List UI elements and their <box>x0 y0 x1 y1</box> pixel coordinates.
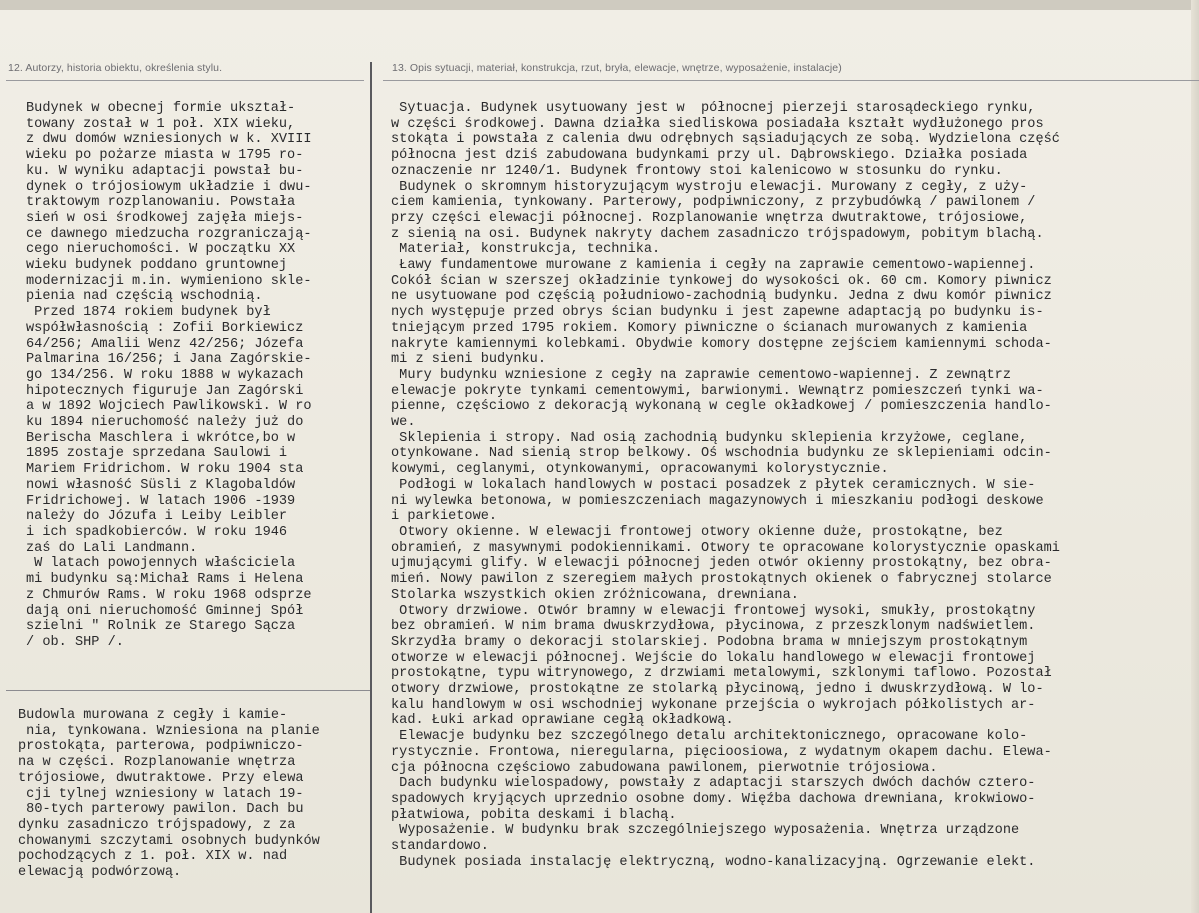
paper-top-edge <box>0 0 1199 10</box>
description-text: Sytuacja. Budynek usytuowany jest w północnej pierzeji starosądeckiego rynku, w części środkowej. Dawna działka siedliskowa posiadała kształt wydłużonego pros stokąta i powstała z calenia dwu odrębnych sąsiadujących ze sobą. Wydzielona część północna jest dziś zabudowana budynkami przy ul. Dąbrowskiego. Działka posiada oznaczenie nr 1240/1. Budynek frontowy stoi kalenicowo w stosunku do rynku. Budynek o skromnym historyzującym wystroju elewacji. Murowany z cegły, z uży- ciem kamienia, tynkowany. Parterowy, podpiwniczony, z przybudówką / pawilonem / przy części elewacji północnej. Rozplanowanie wnętrza dwutraktowe, trójosiowe, z sienią na osi. Budynek nakryty dachem zasadniczo trójspadowym, pobitym blachą. Materiał, konstrukcja, technika. Ławy fundamentowe murowane z kamienia i cegły na zaprawie cementowo-wapiennej. Cokół ścian w szerszej okładzinie tynkowej do wysokości ok. 60 cm. Komory piwnicz ne usytuowane pod częścią południowo-zachodnią budynku. Jedna z dwu komór piwnicz nych występuje przed obrys ścian budynku i jest zapewne adaptacją po budynku is- tniejącym przed 1795 rokiem. Komory piwniczne o ścianach murowanych z kamienia nakryte kamiennymi kolebkami. Obydwie komory dostępne zejściem kamiennymi schoda- mi z sieni budynku. Mury budynku wzniesione z cegły na zaprawie cementowo-wapiennej. Z zewnątrz elewacje pokryte tynkami cementowymi, barwionymi. Wewnątrz pomieszczeń tynki wa- pienne, częściowo z dekoracją wykonaną w cegle okładkowej / pomieszczenia handlo- we. Sklepienia i stropy. Nad osią zachodnią budynku sklepienia krzyżowe, ceglane, otynkowane. Nad sienią strop belkowy. Oś wschodnia budynku ze sklepieniami odcin- kowymi, ceglanymi, otynkowanymi, opracowanymi kolorystycznie. Podłogi w lokalach handlowych w postaci posadzek z płytek ceramicznych. W sie- ni wylewka betonowa, w pomieszczeniach magazynowych i mieszkaniu podłogi deskowe i parkietowe. Otwory okienne. W elewacji frontowej otwory okienne duże, prostokątne, bez obramień, z masywnymi podokiennikami. Otwory te opracowane kolorystycznie opaskami ujmującymi glify. W elewacji północnej jeden otwór okienny prostokątny, bez obra- mień. Nowy pawilon z szeregiem małych prostokątnych okienek o fabrycznej stolarce Stolarka wszystkich okien zróżnicowana, drewniana. Otwory drzwiowe. Otwór bramny w elewacji frontowej wysoki, smukły, prostokątny bez obramień. W nim brama dwuskrzydłowa, płycinowa, z przeszklonym nadświetlem. Skrzydła bramy o dekoracji stolarskiej. Podobna brama w mniejszym prostokątnym otworze w elewacji północnej. Wejście do lokalu handlowego w elewacji frontowej prostokątne, typu witrynowego, z drzwiami metalowymi, szklonymi taflowo. Pozostał otwory drzwiowe, prostokątne ze stolarką płycinową, jedno i dwuskrzydłową. W lo- kalu handlowym w osi wschodniej wykonane przejścia o wykrojach półkolistych ar- kad. Łuki arkad oprawiane cegłą okładkową. Elewacje budynku bez szczególnego detalu architektonicznego, opracowane kolo- rystycznie. Frontowa, nieregularna, pięcioosiowa, z wydatnym okapem dachu. Elewa- cja północna częściowo zabudowana pawilonem, pierwotnie trójosiowa. Dach budynku wielospadowy, powstały z adaptacji starszych dwóch dachów cztero- spadowych kryjących uprzednio osobne domy. Więźba dachowa drewniana, krokwiowo- płatwiowa, pobita deskami i blachą. Wyposażenie. W budynku brak szczególniejszego wyposażenia. Wnętrza urządzone standardowo. Budynek posiada instalację elektryczną, wodno-kanalizacyjną. Ogrzewanie elekt. <box>391 101 1060 870</box>
section-12-header: 12. Autorzy, historia obiektu, określenia stylu. <box>8 62 223 74</box>
history-text: Budynek w obecnej formie ukształ- towany został w 1 poł. XIX wieku, z dwu domów wzniesionych w k. XVIII wieku po pożarze miasta w 1795 ro- ku. W wyniku adaptacji powstał bu- dynek o trójosiowym układzie i dwu- traktowym rozplanowaniu. Powstała sień w osi środkowej zajęła miejs- ce dawnego miedzucha rozgraniczają- cego nieruchomości. W początku XX wieku budynek poddano gruntownej modernizacji m.in. wymieniono skle- pienia nad częścią wschodnią. Przed 1874 rokiem budynek był współwłasnością : Zofii Borkiewicz 64/256; Amalii Wenz 42/256; Józefa Palmarina 16/256; i Jana Zagórskie- go 134/256. W roku 1888 w wykazach hipotecznych figuruje Jan Zagórski a w 1892 Wojciech Pawlikowski. W ro ku 1894 nieruchomość należy już do Berischa Maschlera i wkrótce,bo w 1895 zostaje sprzedana Saulowi i Mariem Fridrichom. W roku 1904 sta nowi własność Süsli z Klagobaldów Fridrichowej. W latach 1906 -1939 należy do Józufa i Leiby Leibler i ich spadkobierców. W roku 1946 zaś do Lali Landmann. W latach powojennych właściciela mi budynku są:Michał Rams i Helena z Chmurów Rams. W roku 1968 odsprze dają oni nieruchomość Gminnej Spół szielni " Rolnik ze Starego Sącza / ob. SHP /. <box>26 101 312 650</box>
construction-summary-text: Budowla murowana z cegły i kamie- nia, tynkowana. Wzniesiona na planie prostokąta, parterowa, podpiwniczo- na w części. Rozplanowanie wnętrza trójosiowe, dwutraktowe. Przy elewa cji tylnej wzniesiony w latach 19- 80-tych parterowy pawilon. Dach bu dynku zasadniczo trójspadowy, z za chowanymi szczytami osobnych budynków pochodzących z 1. poł. XIX w. nad elewacją podwórzową. <box>18 708 320 881</box>
header-rule-left <box>6 80 364 81</box>
left-column-section-divider <box>6 690 370 691</box>
section-13-header: 13. Opis sytuacji, materiał, konstrukcja, rzut, bryła, elewacje, wnętrze, wyposażenie, instalacje) <box>392 62 842 74</box>
column-divider <box>370 62 372 913</box>
header-rule-right <box>383 80 1199 81</box>
